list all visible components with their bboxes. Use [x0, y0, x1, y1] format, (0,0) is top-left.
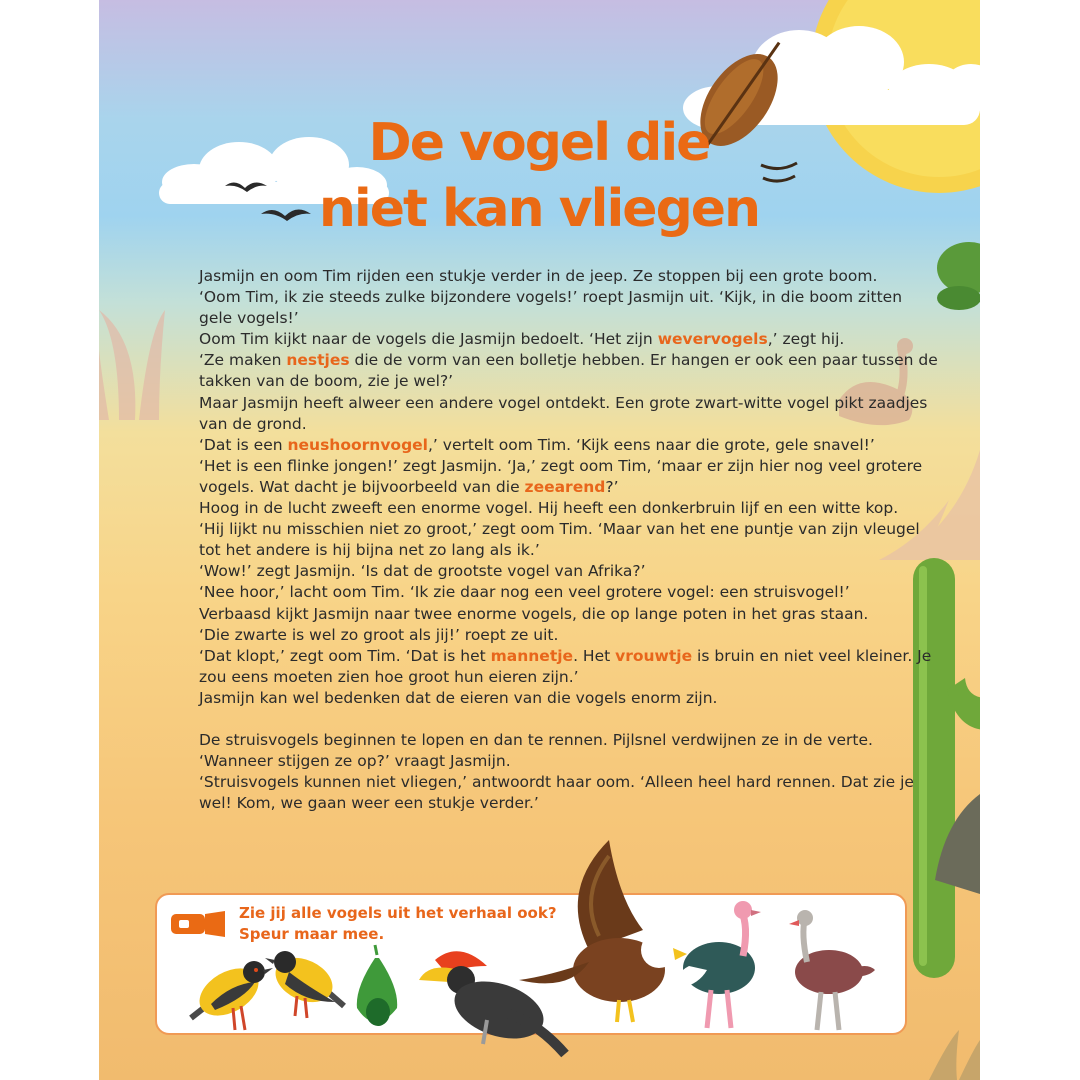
story-paragraph [199, 625, 939, 646]
story-text-segment: Verbaasd kijkt Jasmijn naar twee enorme vogels, die op lange poten in het gras staan. [199, 604, 869, 623]
story-text-segment: Jasmijn en oom Tim rijden een stukje verder in de jeep. Ze stoppen bij een grote boom. [199, 267, 878, 285]
story-paragraph [199, 435, 939, 456]
story-paragraph [199, 519, 939, 561]
story-text-segment: Jasmijn kan wel bedenken dat de eieren van die vogels enorm zijn. [199, 688, 718, 707]
story-paragraph [199, 646, 939, 688]
story-paragraph [199, 456, 939, 498]
story-text-segment: ‘Oom Tim, ik zie steeds zulke bijzondere vogels!’ roept Jasmijn uit. ‘Kijk, in die boom zitten gele vogels!’ [199, 288, 903, 328]
story-text-segment: ‘Wow!’ zegt Jasmijn. ‘Is dat de grootste vogel van Afrika?’ [199, 562, 646, 581]
storybook-page [99, 0, 980, 1080]
story-text-segment: ‘Nee hoor,’ lacht oom Tim. ‘Ik zie daar nog een veel grotere vogel: een struisvogel!’ [199, 583, 850, 602]
highlighted-bird-word: wevervogels [657, 330, 768, 349]
story-text-segment: ‘Ze maken [199, 351, 287, 370]
story-paragraph [199, 329, 939, 350]
flashlight-icon [171, 911, 227, 937]
story-paragraph [199, 393, 939, 435]
story-paragraph [199, 582, 939, 603]
story-text-segment: ‘Die zwarte is wel zo groot als jij!’ roept ze uit. [199, 625, 559, 644]
grass [929, 1030, 980, 1080]
story-text-segment: ,’ vertelt oom Tim. ‘Kijk eens naar die grote, gele snavel!’ [428, 435, 875, 454]
story-paragraph [199, 287, 939, 329]
story-text-segment: ‘Hij lijkt nu misschien niet zo groot,’ zegt oom Tim. ‘Maar van het ene puntje van zijn vleugel tot het andere is hij bijna net zo lang als ik.’ [199, 520, 920, 560]
story-paragraph [199, 498, 939, 519]
tree-right [937, 242, 980, 310]
story-paragraph [199, 266, 939, 287]
story-text-segment: ‘Struisvogels kunnen niet vliegen,’ antwoordt haar oom. ‘Alleen heel hard rennen. Dat zie je wel! Kom, we gaan weer een stukje verder.’ [199, 773, 914, 813]
story-paragraph [199, 751, 939, 772]
story-paragraph [199, 730, 939, 751]
story-text-segment: ‘Dat is een [199, 435, 288, 454]
story-paragraph [199, 561, 939, 582]
search-box [155, 893, 907, 1035]
story-text-segment: De struisvogels beginnen te lopen en dan te rennen. Pijlsnel verdwijnen ze in de verte. [199, 730, 873, 749]
story-text-segment: ‘Het is een flinke jongen!’ zegt Jasmijn. ‘Ja,’ zegt oom Tim, ‘maar er zijn hier nog veel grotere vogels. Wat dacht je bijvoorbeeld van die [199, 456, 923, 496]
highlighted-bird-word: nestjes [286, 351, 350, 370]
story-text-segment: Hoog in de lucht zweeft een enorme vogel. Hij heeft een donkerbruin lijf en een witte kop. [199, 499, 899, 518]
paragraph-gap [199, 709, 939, 730]
story-text-segment: ?’ [605, 477, 619, 496]
title-line-2: niet kan vliegen [318, 179, 760, 239]
story-paragraph [199, 772, 939, 814]
story-text-segment: ‘Wanneer stijgen ze op?’ vraagt Jasmijn. [199, 752, 511, 771]
story-text [199, 266, 939, 814]
highlighted-bird-word: mannetje [490, 646, 574, 665]
story-text-segment: ,’ zegt hij. [767, 330, 845, 349]
search-prompt: Zie jij alle vogels uit het verhaal ook? Speur maar mee. [239, 904, 557, 943]
story-paragraph [199, 688, 939, 709]
story-text-segment: Oom Tim kijkt naar de vogels die Jasmijn bedoelt. ‘Het zijn [199, 330, 658, 349]
page-title [279, 110, 799, 242]
story-text-segment: . Het [573, 646, 616, 665]
pale-plant-left [99, 310, 165, 420]
story-paragraph [199, 604, 939, 625]
story-text-segment: Maar Jasmijn heeft alweer een andere vogel ontdekt. Een grote zwart-witte vogel pikt zaadjes van de grond. [199, 393, 928, 433]
highlighted-bird-word: vrouwtje [615, 646, 693, 665]
story-text-segment: ‘Dat klopt,’ zegt oom Tim. ‘Dat is het [199, 646, 491, 665]
title-line-1: De vogel die [368, 113, 710, 173]
highlighted-bird-word: neushoornvogel [287, 435, 428, 454]
story-text-segment: die de vorm van een bolletje hebben. Er hangen er ook een paar tussen de takken van de boom, zie je wel?’ [199, 351, 938, 391]
story-paragraph [199, 350, 939, 392]
highlighted-bird-word: zeearend [524, 477, 606, 496]
story-text-segment: is bruin en niet veel kleiner. Je zou eens moeten zien hoe groot hun eieren zijn.’ [199, 646, 932, 686]
